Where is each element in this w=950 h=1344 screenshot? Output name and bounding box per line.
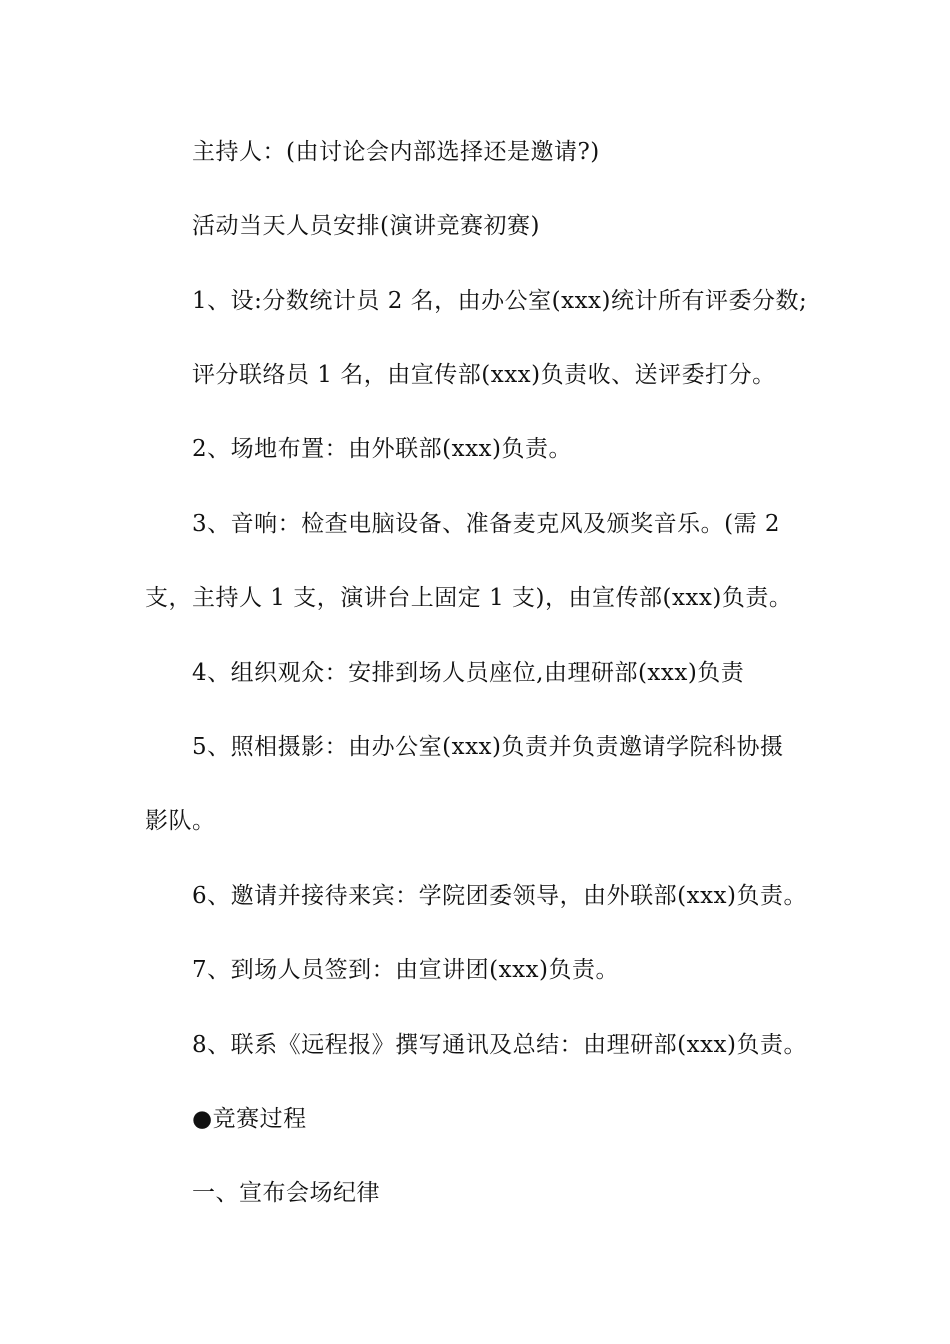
- item-2: 2、场地布置：由外联部(xxx)负责。: [192, 436, 572, 462]
- staff-arrangement-heading: 活动当天人员安排(演讲竞赛初赛): [192, 213, 540, 239]
- item-1-line-1: 1、设:分数统计员 2 名，由办公室(xxx)统计所有评委分数;: [192, 288, 808, 314]
- item-5-line-1: 5、照相摄影：由办公室(xxx)负责并负责邀请学院科协摄: [192, 734, 784, 760]
- section-one-heading: 一、宣布会场纪律: [192, 1180, 380, 1206]
- competition-process-heading: ●竞赛过程: [192, 1106, 307, 1132]
- item-6: 6、邀请并接待来宾：学院团委领导，由外联部(xxx)负责。: [192, 883, 807, 909]
- item-3-line-2: 支，主持人 1 支，演讲台上固定 1 支)，由宣传部(xxx)负责。: [145, 585, 793, 611]
- item-7: 7、到场人员签到：由宣讲团(xxx)负责。: [192, 957, 619, 983]
- item-4: 4、组织观众：安排到场人员座位,由理研部(xxx)负责: [192, 660, 745, 686]
- host-line: 主持人：(由讨论会内部选择还是邀请?): [192, 139, 600, 165]
- item-8: 8、联系《远程报》撰写通讯及总结：由理研部(xxx)负责。: [192, 1032, 807, 1058]
- item-3-line-1: 3、音响：检查电脑设备、准备麦克风及颁奖音乐。(需 2: [192, 511, 781, 537]
- item-1-line-2: 评分联络员 1 名，由宣传部(xxx)负责收、送评委打分。: [192, 362, 776, 388]
- item-5-line-2: 影队。: [145, 808, 216, 834]
